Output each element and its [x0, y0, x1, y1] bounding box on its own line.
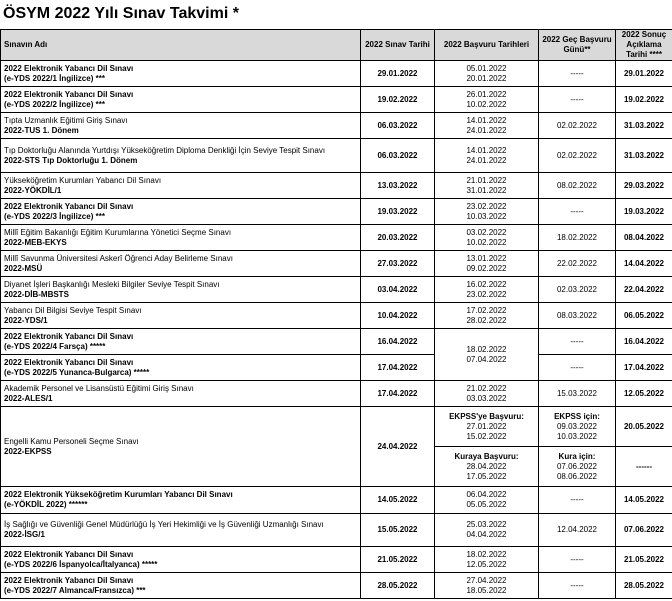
- header-result-date: 2022 Sonuç Açıklama Tarihi ****: [616, 30, 672, 61]
- exam-name-cell: [1, 303, 361, 329]
- application-dates-cell: [435, 251, 539, 277]
- exam-code: (e-YDS 2022/5 Yunanca-Bulgarca) *****: [4, 367, 150, 377]
- exam-name: Yükseköğretim Kurumları Yabancı Dil Sınavı: [4, 175, 162, 185]
- result-date: 22.04.2022: [616, 277, 672, 303]
- header-exam-date: 2022 Sınav Tarihi: [361, 30, 435, 61]
- lottery-application: [435, 447, 539, 487]
- lottery-application-heading: Kuraya Başvuru:: [454, 451, 519, 461]
- application-start: 16.02.2022: [466, 279, 507, 289]
- application-end: 24.01.2022: [466, 155, 507, 165]
- application-start: 26.01.2022: [466, 89, 507, 99]
- table-row: [1, 173, 672, 199]
- exam-name: Millî Savunma Üniversitesi Askerî Öğrenci Aday Belirleme Sınavı: [4, 253, 233, 263]
- exam-date: 27.03.2022: [361, 251, 435, 277]
- exam-name-cell: [1, 173, 361, 199]
- application-dates-cell: [435, 573, 539, 599]
- table-row: [1, 381, 672, 407]
- result-date: 29.03.2022: [616, 173, 672, 199]
- late-application-date: 02.02.2022: [539, 139, 616, 173]
- exam-date: 29.01.2022: [361, 61, 435, 87]
- lottery-late-application-heading: Kura için:: [558, 451, 596, 461]
- exam-date: 28.05.2022: [361, 573, 435, 599]
- table-row: [1, 61, 672, 87]
- result-date: 06.05.2022: [616, 303, 672, 329]
- exam-code: 2022-MEB-EKYS: [4, 237, 67, 247]
- exam-date: 06.03.2022: [361, 139, 435, 173]
- lottery-late-application-end: 08.06.2022: [556, 471, 598, 481]
- application-end: 12.05.2022: [466, 559, 507, 569]
- result-date: 20.05.2022: [616, 407, 672, 447]
- table-row: [1, 87, 672, 113]
- application-end: 28.02.2022: [466, 315, 507, 325]
- late-application-date: 02.02.2022: [539, 113, 616, 139]
- table-row: [1, 329, 672, 355]
- application-dates-cell: [435, 199, 539, 225]
- result-date: 29.01.2022: [616, 61, 672, 87]
- application-end: 31.01.2022: [466, 185, 507, 195]
- table-row: [1, 251, 672, 277]
- application-dates-cell: [435, 487, 539, 514]
- exam-name-cell: [1, 573, 361, 599]
- exam-code: 2022-STS Tıp Doktorluğu 1. Dönem: [4, 155, 138, 165]
- table-row: [1, 514, 672, 547]
- exam-date: 16.04.2022: [361, 329, 435, 355]
- application-end: 24.01.2022: [466, 125, 507, 135]
- application-start: 18.02.2022: [466, 549, 507, 559]
- late-application-date: -----: [539, 355, 616, 381]
- exam-date: 10.04.2022: [361, 303, 435, 329]
- exam-name-cell: [1, 407, 361, 487]
- exam-schedule-table: [0, 29, 672, 599]
- exam-date: 17.04.2022: [361, 381, 435, 407]
- ekpss-application-end: 15.02.2022: [466, 431, 507, 441]
- exam-name-cell: [1, 487, 361, 514]
- exam-date: 19.02.2022: [361, 87, 435, 113]
- header-application-dates: 2022 Başvuru Tarihleri: [435, 30, 539, 61]
- application-dates-cell: [435, 547, 539, 573]
- exam-code: 2022-ALES/1: [4, 393, 53, 403]
- exam-code: (e-YÖKDİL 2022) ******: [4, 500, 88, 509]
- exam-name: 2022 Elektronik Yabancı Dil Sınavı: [4, 89, 134, 99]
- application-start: 27.04.2022: [466, 575, 507, 585]
- late-application-date: 02.03.2022: [539, 277, 616, 303]
- result-date: 28.05.2022: [616, 573, 672, 599]
- ekpss-late-application-end: 10.03.2022: [556, 431, 598, 441]
- exam-code: (e-YDS 2022/6 İspanyolca/İtalyanca) *****: [4, 559, 158, 569]
- result-date: 31.03.2022: [616, 139, 672, 173]
- exam-date: 06.03.2022: [361, 113, 435, 139]
- exam-name: Akademik Personel ve Lisansüstü Eğitimi Giriş Sınavı: [4, 383, 194, 393]
- application-start: 25.03.2022: [466, 520, 507, 529]
- exam-date: 19.03.2022: [361, 199, 435, 225]
- result-date: 14.05.2022: [616, 487, 672, 514]
- ekpss-application: [435, 407, 539, 447]
- exam-name-cell: [1, 61, 361, 87]
- table-header-row: [1, 30, 672, 61]
- late-application-date: -----: [539, 329, 616, 355]
- table-row: [1, 139, 672, 173]
- exam-code: (e-YDS 2022/7 Almanca/Fransızca) ***: [4, 585, 146, 595]
- application-dates-cell: [435, 381, 539, 407]
- exam-name-cell: [1, 225, 361, 251]
- late-application-date: 12.04.2022: [539, 514, 616, 547]
- ekpss-application-start: 27.01.2022: [466, 421, 507, 431]
- exam-code: (e-YDS 2022/1 İngilizce) ***: [4, 73, 105, 83]
- exam-name: 2022 Elektronik Yabancı Dil Sınavı: [4, 549, 134, 559]
- exam-date: 24.04.2022: [361, 407, 435, 487]
- application-start: 17.02.2022: [466, 305, 507, 315]
- exam-name: Tıp Doktorluğu Alanında Yurtdışı Yükseköğretim Diploma Denkliği İçin Seviye Tespit Sınavı: [4, 145, 326, 155]
- exam-date: 21.05.2022: [361, 547, 435, 573]
- application-dates-cell: [435, 225, 539, 251]
- application-dates-cell: [435, 514, 539, 547]
- application-end: 10.03.2022: [466, 211, 507, 221]
- exam-name-cell: [1, 355, 361, 381]
- application-dates-cell: [435, 61, 539, 87]
- late-application-date: -----: [539, 487, 616, 514]
- exam-date: 15.05.2022: [361, 514, 435, 547]
- exam-name: 2022 Elektronik Yabancı Dil Sınavı: [4, 201, 134, 211]
- late-application-date: 15.03.2022: [539, 381, 616, 407]
- application-start: 06.04.2022: [466, 490, 507, 499]
- exam-name: Diyanet İşleri Başkanlığı Mesleki Bilgiler Seviye Tespit Sınavı: [4, 279, 220, 289]
- exam-name: 2022 Elektronik Yabancı Dil Sınavı: [4, 357, 134, 367]
- application-dates-cell: [435, 277, 539, 303]
- application-end: 10.02.2022: [466, 99, 507, 109]
- application-start: 14.01.2022: [466, 115, 507, 125]
- ekpss-late-application-heading: EKPSS için:: [554, 411, 600, 421]
- exam-name: 2022 Elektronik Yabancı Dil Sınavı: [4, 331, 134, 341]
- application-start: 23.02.2022: [466, 201, 507, 211]
- exam-name-cell: [1, 139, 361, 173]
- exam-name: 2022 Elektronik Yabancı Dil Sınavı: [4, 63, 134, 73]
- application-start: 13.01.2022: [466, 253, 507, 263]
- result-date: 14.04.2022: [616, 251, 672, 277]
- result-date: 07.06.2022: [616, 514, 672, 547]
- lottery-application-end: 17.05.2022: [466, 471, 507, 481]
- late-application-date: 18.02.2022: [539, 225, 616, 251]
- result-date: 31.03.2022: [616, 113, 672, 139]
- late-application-date: -----: [539, 573, 616, 599]
- exam-code: 2022-YDS/1: [4, 315, 48, 325]
- exam-name-cell: [1, 87, 361, 113]
- exam-name-cell: [1, 547, 361, 573]
- exam-code: 2022-YÖKDİL/1: [4, 185, 62, 195]
- application-end: 03.03.2022: [466, 393, 507, 403]
- application-dates-cell: [435, 303, 539, 329]
- exam-name-cell: [1, 381, 361, 407]
- exam-name-cell: [1, 514, 361, 547]
- application-start: 18.02.2022: [466, 344, 507, 354]
- exam-code: 2022-MSÜ: [4, 263, 43, 273]
- late-application-date: 08.02.2022: [539, 173, 616, 199]
- application-end: 18.05.2022: [466, 585, 507, 595]
- application-end: 04.04.2022: [466, 530, 507, 539]
- result-date: 19.02.2022: [616, 87, 672, 113]
- ekpss-late-application-start: 09.03.2022: [556, 421, 598, 431]
- table-row: [1, 547, 672, 573]
- result-date: 21.05.2022: [616, 547, 672, 573]
- late-application-date: 08.03.2022: [539, 303, 616, 329]
- result-date: 19.03.2022: [616, 199, 672, 225]
- exam-date: 20.03.2022: [361, 225, 435, 251]
- exam-date: 13.03.2022: [361, 173, 435, 199]
- table-row: [1, 277, 672, 303]
- table-row: [1, 199, 672, 225]
- late-application-date: -----: [539, 547, 616, 573]
- late-application-date: -----: [539, 87, 616, 113]
- exam-name: Tıpta Uzmanlık Eğitimi Giriş Sınavı: [4, 115, 128, 125]
- exam-name: Yabancı Dil Bilgisi Seviye Tespit Sınavı: [4, 305, 142, 315]
- application-dates-cell: [435, 87, 539, 113]
- exam-code: 2022-İSG/1: [4, 530, 45, 539]
- exam-name-cell: [1, 251, 361, 277]
- result-date: ------: [616, 447, 672, 487]
- late-application-date: -----: [539, 61, 616, 87]
- exam-date: 14.05.2022: [361, 487, 435, 514]
- exam-name: 2022 Elektronik Yükseköğretim Kurumları Yabancı Dil Sınavı: [4, 490, 233, 499]
- exam-name: 2022 Elektronik Yabancı Dil Sınavı: [4, 575, 134, 585]
- application-end: 09.02.2022: [466, 263, 507, 273]
- result-date: 17.04.2022: [616, 355, 672, 381]
- table-row: [1, 303, 672, 329]
- exam-code: 2022-TUS 1. Dönem: [4, 125, 79, 135]
- application-dates-cell: [435, 173, 539, 199]
- exam-code: (e-YDS 2022/3 İngilizce) ***: [4, 211, 105, 221]
- exam-name: Engelli Kamu Personeli Seçme Sınavı: [4, 436, 139, 446]
- application-dates-cell: [435, 139, 539, 173]
- application-end: 10.02.2022: [466, 237, 507, 247]
- table-row: [1, 573, 672, 599]
- application-start: 21.01.2022: [466, 175, 507, 185]
- table-row: [1, 487, 672, 514]
- exam-name-cell: [1, 329, 361, 355]
- exam-code: 2022-DİB-MBSTS: [4, 289, 69, 299]
- application-start: 03.02.2022: [466, 227, 507, 237]
- exam-code: (e-YDS 2022/2 İngilizce) ***: [4, 99, 105, 109]
- table-row: [1, 225, 672, 251]
- table-row: [1, 113, 672, 139]
- ekpss-late-application: [539, 407, 616, 447]
- exam-code: (e-YDS 2022/4 Farsça) *****: [4, 341, 106, 351]
- exam-name-cell: [1, 199, 361, 225]
- late-application-date: 22.02.2022: [539, 251, 616, 277]
- table-row: [1, 407, 672, 447]
- header-late-application: 2022 Geç Başvuru Günü**: [539, 30, 616, 61]
- exam-name: İş Sağlığı ve Güvenliği Genel Müdürlüğü İş Yeri Hekimliği ve İş Güvenliği Uzmanlığı Sınavı: [4, 520, 324, 529]
- application-start: 14.01.2022: [466, 145, 507, 155]
- header-exam-name: Sınavın Adı: [1, 30, 361, 61]
- lottery-late-application-start: 07.06.2022: [556, 461, 598, 471]
- exam-date: 03.04.2022: [361, 277, 435, 303]
- result-date: 12.05.2022: [616, 381, 672, 407]
- exam-code: 2022-EKPSS: [4, 446, 52, 456]
- application-end: 07.04.2022: [466, 354, 507, 364]
- application-end: 20.01.2022: [466, 73, 507, 83]
- table-row: [1, 355, 672, 381]
- application-end: 23.02.2022: [466, 289, 507, 299]
- page-title: ÖSYM 2022 Yılı Sınav Takvimi *: [3, 5, 239, 22]
- application-dates-cell: [435, 113, 539, 139]
- application-end: 05.05.2022: [466, 500, 507, 509]
- application-start: 05.01.2022: [466, 63, 507, 73]
- exam-name-cell: [1, 277, 361, 303]
- exam-date: 17.04.2022: [361, 355, 435, 381]
- exam-name: Millî Eğitim Bakanlığı Eğitim Kurumlarına Yönetici Seçme Sınavı: [4, 227, 232, 237]
- application-start: 21.02.2022: [466, 383, 507, 393]
- lottery-application-start: 28.04.2022: [466, 461, 507, 471]
- result-date: 16.04.2022: [616, 329, 672, 355]
- application-dates-cell: [435, 329, 539, 381]
- late-application-date: -----: [539, 199, 616, 225]
- result-date: 08.04.2022: [616, 225, 672, 251]
- lottery-late-application: [539, 447, 616, 487]
- exam-name-cell: [1, 113, 361, 139]
- ekpss-application-heading: EKPSS'ye Başvuru:: [449, 411, 524, 421]
